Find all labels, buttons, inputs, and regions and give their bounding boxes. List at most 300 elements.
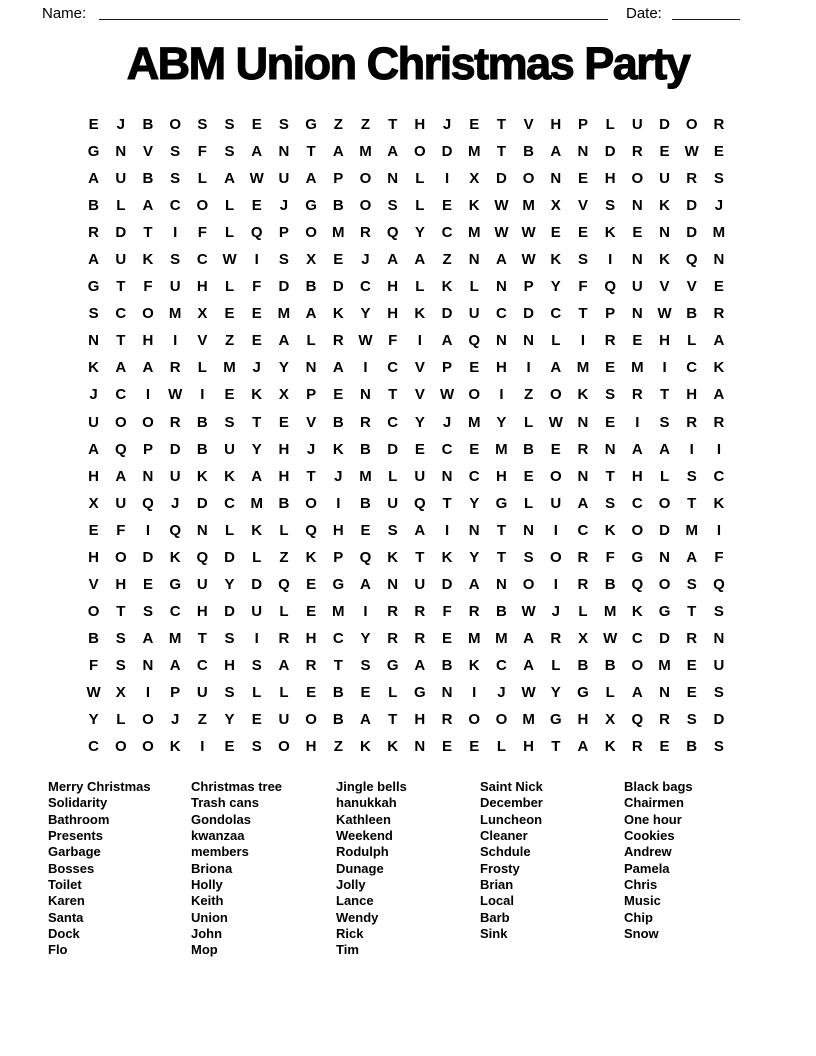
grid-letter-r5-c7: Q: [250, 224, 263, 242]
grid-letter-r19-c2: T: [116, 602, 126, 620]
grid-letter-r2-c14: D: [441, 143, 453, 161]
grid-letter-r1-c17: V: [523, 116, 534, 134]
word-list-item: Saint Nick: [480, 779, 543, 794]
grid-letter-r15-c7: M: [250, 494, 263, 512]
grid-letter-r24-c21: R: [631, 738, 643, 756]
grid-letter-r2-c20: D: [604, 143, 616, 161]
grid-letter-r23-c4: J: [170, 711, 180, 729]
grid-letter-r24-c22: E: [659, 738, 670, 756]
grid-letter-r2-c12: A: [387, 143, 399, 161]
grid-letter-r15-c6: C: [224, 494, 235, 512]
grid-letter-r10-c3: A: [142, 359, 154, 377]
grid-letter-r22-c21: A: [631, 684, 643, 701]
grid-letter-r13-c23: I: [689, 440, 694, 458]
grid-letter-r8-c14: D: [441, 305, 453, 323]
grid-letter-r12-c5: B: [196, 413, 208, 431]
grid-letter-r2-c1: G: [87, 143, 100, 161]
grid-letter-r24-c11: K: [360, 738, 371, 756]
word-list-item: Local: [480, 893, 514, 909]
grid-letter-r24-c4: K: [169, 738, 181, 756]
grid-letter-r19-c13: R: [414, 602, 426, 620]
word-list-item: Barb: [480, 909, 510, 925]
grid-letter-r6-c1: A: [88, 251, 100, 269]
grid-letter-r3-c15: X: [469, 170, 480, 188]
grid-letter-r18-c7: D: [251, 575, 263, 593]
grid-letter-r2-c5: F: [197, 143, 207, 161]
grid-letter-r9-c18: L: [551, 332, 561, 350]
grid-letter-r16-c12: S: [387, 521, 398, 539]
word-list-item: Santa: [48, 909, 84, 925]
grid-letter-r3-c10: P: [333, 170, 344, 188]
grid-letter-r10-c12: C: [387, 359, 399, 377]
grid-letter-r21-c6: H: [224, 656, 235, 674]
grid-letter-r7-c15: L: [469, 278, 479, 296]
word-list-item: Music: [624, 893, 661, 909]
word-list-item: kwanzaa: [191, 828, 245, 844]
grid-letter-r7-c12: H: [387, 278, 399, 296]
grid-letter-r20-c8: R: [278, 629, 290, 647]
grid-letter-r18-c18: I: [553, 575, 558, 593]
grid-letter-r9-c12: F: [388, 332, 398, 350]
grid-letter-r11-c11: N: [360, 386, 371, 404]
grid-letter-r11-c20: S: [605, 386, 616, 404]
grid-letter-r5-c14: C: [441, 224, 453, 242]
grid-letter-r1-c8: S: [278, 116, 289, 134]
grid-letter-r23-c2: L: [116, 711, 126, 729]
grid-letter-r24-c18: T: [551, 738, 561, 756]
word-list-item: Solidarity: [48, 795, 108, 811]
grid-letter-r21-c3: N: [142, 656, 154, 674]
grid-letter-r23-c15: O: [468, 711, 481, 729]
grid-letter-r16-c5: N: [196, 521, 208, 539]
grid-letter-r3-c3: B: [142, 170, 154, 188]
grid-letter-r12-c24: R: [713, 413, 725, 431]
word-list-item: Cookies: [624, 828, 675, 844]
grid-letter-r8-c8: M: [277, 305, 291, 323]
grid-letter-r9-c7: E: [251, 332, 262, 350]
grid-letter-r6-c22: K: [659, 251, 670, 269]
word-list-item: Pamela: [624, 860, 670, 876]
grid-letter-r4-c11: O: [359, 197, 372, 215]
grid-letter-r23-c19: H: [577, 711, 589, 729]
grid-letter-r22-c12: L: [388, 684, 398, 701]
grid-letter-r3-c4: S: [170, 170, 181, 188]
grid-letter-r14-c4: U: [169, 467, 181, 485]
grid-letter-r22-c11: E: [360, 684, 371, 701]
grid-letter-r16-c23: M: [685, 521, 698, 539]
grid-letter-r16-c2: F: [116, 521, 126, 539]
grid-letter-r23-c6: Y: [224, 711, 235, 729]
grid-letter-r20-c10: C: [332, 629, 344, 647]
grid-letter-r8-c3: O: [142, 305, 154, 323]
grid-letter-r15-c1: X: [88, 494, 99, 512]
grid-letter-r18-c10: G: [332, 575, 345, 593]
grid-letter-r22-c2: X: [115, 684, 126, 701]
grid-letter-r12-c23: R: [686, 413, 698, 431]
grid-letter-r7-c19: F: [578, 278, 588, 296]
grid-letter-r7-c18: Y: [550, 278, 561, 296]
word-list-item: Garbage: [48, 844, 101, 860]
word-list-item: Frosty: [480, 860, 520, 876]
grid-letter-r18-c11: A: [360, 575, 371, 593]
grid-letter-r13-c22: A: [659, 440, 670, 458]
grid-letter-r2-c23: W: [684, 143, 699, 161]
grid-letter-r4-c4: C: [169, 197, 181, 215]
grid-letter-r24-c6: E: [224, 738, 235, 756]
grid-letter-r15-c2: U: [115, 494, 127, 512]
grid-letter-r19-c18: J: [551, 602, 560, 620]
word-list-item: Trash cans: [191, 795, 259, 811]
grid-letter-r9-c20: R: [604, 332, 616, 350]
grid-letter-r14-c15: C: [468, 467, 480, 485]
word-list-item: Briona: [191, 860, 233, 876]
word-list-item: members: [191, 844, 249, 860]
grid-letter-r4-c16: W: [494, 197, 509, 215]
grid-letter-r21-c24: U: [713, 656, 725, 674]
grid-letter-r4-c2: L: [116, 197, 126, 215]
grid-letter-r23-c3: O: [142, 711, 154, 729]
grid-letter-r6-c2: U: [115, 251, 127, 269]
grid-letter-r5-c20: K: [604, 224, 616, 242]
grid-letter-r2-c21: R: [631, 143, 643, 161]
grid-letter-r11-c7: K: [251, 386, 263, 404]
grid-letter-r8-c9: A: [305, 305, 317, 323]
grid-letter-r14-c22: L: [659, 467, 670, 485]
grid-letter-r12-c14: J: [442, 413, 452, 431]
grid-letter-r14-c18: O: [549, 467, 562, 485]
grid-letter-r21-c9: R: [305, 656, 317, 674]
grid-letter-r15-c14: T: [442, 494, 452, 512]
grid-letter-r13-c17: B: [523, 440, 535, 458]
grid-letter-r18-c14: D: [441, 575, 453, 593]
grid-letter-r11-c18: O: [549, 386, 562, 404]
grid-letter-r17-c22: N: [659, 548, 670, 566]
grid-letter-r16-c20: K: [604, 521, 616, 539]
grid-letter-r1-c21: U: [631, 116, 643, 134]
grid-letter-r1-c24: R: [713, 116, 725, 134]
grid-letter-r12-c18: W: [548, 413, 563, 431]
grid-letter-r7-c22: V: [659, 278, 670, 296]
grid-letter-r23-c10: B: [332, 711, 344, 729]
grid-letter-r20-c20: W: [603, 629, 618, 647]
grid-letter-r15-c19: A: [577, 494, 589, 512]
grid-letter-r11-c1: J: [89, 386, 98, 404]
grid-letter-r18-c16: N: [495, 575, 507, 593]
grid-letter-r6-c4: S: [170, 251, 181, 269]
grid-letter-r19-c1: O: [87, 602, 100, 620]
grid-letter-r23-c18: G: [549, 711, 562, 729]
grid-letter-r2-c2: N: [115, 143, 127, 161]
grid-letter-r10-c10: A: [332, 359, 344, 377]
grid-letter-r15-c9: O: [305, 494, 317, 512]
grid-letter-r18-c21: Q: [631, 575, 644, 593]
grid-letter-r4-c23: D: [686, 197, 698, 215]
grid-letter-r7-c3: F: [143, 278, 153, 296]
grid-letter-r3-c14: I: [444, 170, 450, 188]
grid-letter-r16-c4: Q: [169, 521, 181, 539]
grid-letter-r2-c18: A: [550, 143, 562, 161]
grid-letter-r21-c16: C: [495, 656, 507, 674]
grid-letter-r22-c24: S: [713, 684, 724, 701]
grid-letter-r5-c17: W: [521, 224, 536, 242]
grid-letter-r20-c19: X: [577, 629, 588, 647]
grid-letter-r4-c22: K: [659, 197, 670, 215]
grid-letter-r7-c21: U: [631, 278, 643, 296]
grid-letter-r18-c17: O: [522, 575, 535, 593]
grid-letter-r2-c24: E: [713, 143, 724, 161]
grid-letter-r15-c5: D: [196, 494, 208, 512]
grid-letter-r18-c24: Q: [713, 575, 725, 593]
grid-letter-r18-c22: O: [658, 575, 671, 593]
grid-letter-r19-c7: U: [251, 602, 263, 620]
word-list-item: Keith: [191, 893, 224, 909]
grid-letter-r15-c11: B: [360, 494, 371, 512]
grid-letter-r6-c24: N: [713, 251, 725, 269]
grid-letter-r5-c22: N: [659, 224, 670, 242]
grid-letter-r12-c8: E: [278, 413, 289, 431]
grid-letter-r19-c3: S: [142, 602, 153, 620]
grid-letter-r3-c9: A: [305, 170, 317, 188]
grid-letter-r2-c7: A: [251, 143, 263, 161]
grid-letter-r20-c15: M: [467, 629, 481, 647]
grid-letter-r8-c21: N: [631, 305, 643, 323]
grid-letter-r18-c1: V: [88, 575, 99, 593]
grid-letter-r24-c7: S: [251, 738, 262, 756]
grid-letter-r11-c22: T: [659, 386, 670, 404]
grid-letter-r14-c19: N: [577, 467, 589, 485]
word-list-item: Dock: [48, 926, 80, 942]
grid-letter-r3-c1: A: [88, 170, 100, 188]
grid-letter-r17-c9: K: [305, 548, 317, 566]
grid-letter-r12-c21: I: [635, 413, 640, 431]
grid-letter-r10-c6: M: [223, 359, 236, 377]
grid-letter-r19-c14: F: [442, 602, 452, 620]
grid-letter-r13-c6: U: [224, 440, 235, 458]
grid-letter-r23-c5: Z: [197, 711, 207, 729]
grid-letter-r2-c10: A: [332, 143, 344, 161]
grid-letter-r13-c12: D: [387, 440, 399, 458]
grid-letter-r11-c21: R: [631, 386, 643, 404]
grid-letter-r13-c8: H: [278, 440, 290, 458]
grid-letter-r1-c1: E: [88, 116, 99, 134]
grid-letter-r3-c17: O: [522, 170, 535, 188]
grid-letter-r3-c18: N: [550, 170, 562, 188]
grid-letter-r5-c19: E: [577, 224, 588, 242]
grid-letter-r17-c19: R: [577, 548, 589, 566]
grid-letter-r13-c4: D: [169, 440, 181, 458]
grid-letter-r9-c4: I: [173, 332, 178, 350]
grid-letter-r9-c13: I: [417, 332, 422, 350]
grid-letter-r15-c16: G: [495, 494, 508, 512]
grid-letter-r12-c7: T: [252, 413, 262, 431]
grid-letter-r4-c3: A: [142, 197, 154, 215]
grid-letter-r15-c15: Y: [469, 494, 480, 512]
grid-letter-r11-c12: T: [388, 386, 398, 404]
grid-letter-r14-c10: J: [334, 467, 343, 485]
grid-letter-r1-c15: E: [469, 116, 480, 134]
grid-letter-r10-c9: N: [305, 359, 317, 377]
grid-letter-r4-c19: V: [577, 197, 588, 215]
word-search-grid: [80, 111, 733, 760]
grid-letter-r1-c10: Z: [333, 116, 343, 134]
grid-letter-r20-c5: T: [197, 629, 207, 647]
grid-letter-r11-c23: H: [686, 386, 698, 404]
grid-letter-r5-c18: E: [550, 224, 561, 242]
grid-letter-r10-c8: Y: [278, 359, 289, 377]
grid-letter-r4-c18: X: [550, 197, 561, 215]
grid-letter-r17-c1: H: [88, 548, 100, 566]
grid-letter-r21-c10: T: [333, 656, 343, 674]
grid-letter-r8-c2: C: [115, 305, 127, 323]
grid-letter-r14-c6: K: [224, 467, 235, 485]
grid-letter-r11-c8: X: [278, 386, 289, 404]
grid-letter-r1-c18: H: [550, 116, 562, 134]
date-fill-in-line: [672, 0, 740, 20]
grid-letter-r21-c20: B: [604, 656, 616, 674]
word-list-column-4: [480, 779, 622, 942]
grid-letter-r7-c1: G: [87, 278, 100, 296]
grid-letter-r22-c6: S: [224, 684, 235, 701]
grid-letter-r20-c3: A: [142, 629, 154, 647]
grid-letter-r1-c16: T: [496, 116, 506, 134]
grid-letter-r14-c9: T: [306, 467, 316, 485]
grid-letter-r16-c22: D: [659, 521, 670, 539]
grid-letter-r8-c4: M: [168, 305, 182, 323]
word-list-item: Mop: [191, 942, 218, 958]
grid-letter-r4-c17: M: [522, 197, 535, 215]
grid-letter-r13-c10: K: [332, 440, 344, 458]
grid-letter-r17-c6: D: [224, 548, 235, 566]
grid-letter-r20-c12: R: [387, 629, 399, 647]
grid-letter-r24-c17: H: [523, 738, 535, 756]
grid-letter-r4-c12: S: [387, 197, 398, 215]
grid-letter-r6-c5: C: [196, 251, 208, 269]
grid-letter-r7-c9: B: [305, 278, 317, 296]
grid-letter-r22-c22: N: [659, 684, 670, 701]
grid-letter-r21-c13: A: [414, 656, 426, 674]
grid-letter-r22-c18: Y: [550, 684, 561, 701]
grid-letter-r3-c19: E: [577, 170, 588, 188]
grid-letter-r9-c6: Z: [224, 332, 235, 350]
grid-letter-r3-c13: L: [415, 170, 425, 188]
grid-letter-r20-c9: H: [305, 629, 317, 647]
grid-letter-r17-c24: F: [714, 548, 724, 566]
grid-letter-r14-c20: T: [605, 467, 615, 485]
grid-letter-r1-c7: E: [251, 116, 262, 134]
grid-letter-r11-c14: W: [439, 386, 455, 404]
grid-letter-r11-c24: A: [713, 386, 725, 404]
grid-letter-r1-c19: P: [577, 116, 588, 134]
grid-letter-r1-c4: O: [169, 116, 181, 134]
grid-letter-r18-c5: U: [196, 575, 208, 593]
grid-letter-r10-c22: I: [662, 359, 667, 377]
grid-letter-r23-c7: E: [251, 711, 262, 729]
grid-letter-r2-c3: V: [142, 143, 153, 161]
grid-letter-r10-c7: J: [252, 359, 261, 377]
grid-letter-r16-c11: E: [360, 521, 371, 539]
grid-letter-r20-c13: R: [414, 629, 426, 647]
grid-letter-r6-c20: I: [608, 251, 613, 269]
grid-letter-r18-c2: H: [115, 575, 127, 593]
grid-letter-r9-c1: N: [88, 332, 100, 350]
grid-letter-r22-c4: P: [170, 684, 181, 701]
grid-letter-r17-c12: K: [387, 548, 399, 566]
grid-letter-r15-c18: U: [550, 494, 562, 512]
word-list-item: Jingle bells: [336, 779, 407, 794]
grid-letter-r20-c6: S: [224, 629, 235, 647]
grid-letter-r15-c13: Q: [414, 494, 426, 512]
grid-letter-r5-c8: P: [278, 224, 289, 242]
grid-letter-r1-c6: S: [224, 116, 235, 134]
grid-letter-r4-c9: G: [305, 197, 317, 215]
grid-letter-r12-c1: U: [88, 413, 100, 431]
grid-letter-r2-c8: N: [278, 143, 290, 161]
grid-letter-r21-c15: K: [468, 656, 480, 674]
grid-letter-r8-c18: C: [550, 305, 562, 323]
grid-letter-r23-c11: A: [360, 711, 371, 729]
grid-letter-r24-c16: L: [496, 738, 506, 756]
grid-letter-r14-c1: H: [88, 467, 100, 485]
word-list-item: Flo: [48, 942, 68, 958]
grid-letter-r24-c24: S: [713, 738, 724, 756]
grid-letter-r14-c24: C: [713, 467, 725, 485]
grid-letter-r14-c8: H: [278, 467, 290, 485]
grid-letter-r10-c24: K: [713, 359, 725, 377]
grid-letter-r8-c15: U: [468, 305, 480, 323]
word-list-item: Brian: [480, 877, 514, 893]
grid-letter-r1-c13: H: [414, 116, 426, 134]
grid-letter-r15-c21: C: [631, 494, 643, 512]
grid-letter-r19-c19: L: [578, 602, 588, 620]
grid-letter-r5-c23: D: [686, 224, 698, 242]
grid-letter-r22-c8: L: [279, 684, 289, 701]
grid-letter-r19-c24: S: [713, 602, 724, 620]
grid-letter-r4-c14: E: [442, 197, 453, 215]
word-list-item: Tim: [336, 942, 359, 958]
grid-letter-r14-c21: H: [631, 467, 643, 485]
grid-letter-r23-c23: S: [686, 711, 697, 729]
grid-letter-r21-c21: O: [631, 656, 644, 674]
grid-letter-r1-c20: L: [605, 116, 615, 134]
grid-letter-r16-c13: A: [414, 521, 426, 539]
grid-letter-r19-c12: R: [387, 602, 399, 620]
grid-letter-r6-c19: S: [577, 251, 588, 269]
grid-letter-r12-c10: B: [332, 413, 344, 431]
grid-letter-r22-c1: W: [86, 684, 101, 701]
grid-letter-r3-c22: U: [659, 170, 670, 188]
grid-letter-r2-c13: O: [414, 143, 426, 161]
grid-letter-r17-c7: L: [252, 548, 262, 566]
grid-letter-r19-c6: D: [224, 602, 235, 620]
grid-letter-r12-c6: S: [224, 413, 235, 431]
grid-letter-r11-c9: P: [306, 386, 317, 404]
grid-letter-r12-c13: Y: [414, 413, 425, 431]
grid-letter-r14-c17: E: [523, 467, 534, 485]
grid-letter-r17-c14: K: [441, 548, 453, 566]
grid-letter-r15-c17: L: [524, 494, 534, 512]
grid-letter-r2-c9: T: [306, 143, 316, 161]
grid-letter-r22-c17: W: [521, 684, 536, 701]
grid-letter-r5-c11: R: [360, 224, 371, 242]
grid-letter-r18-c19: R: [577, 575, 589, 593]
word-list-item: Christmas tree: [191, 779, 283, 794]
grid-letter-r5-c16: W: [494, 224, 509, 242]
word-list-item: hanukkah: [336, 795, 397, 811]
grid-letter-r8-c5: X: [197, 305, 208, 323]
grid-letter-r8-c16: C: [495, 305, 507, 323]
word-list-item: Luncheon: [480, 811, 543, 827]
grid-letter-r20-c24: N: [713, 629, 725, 647]
